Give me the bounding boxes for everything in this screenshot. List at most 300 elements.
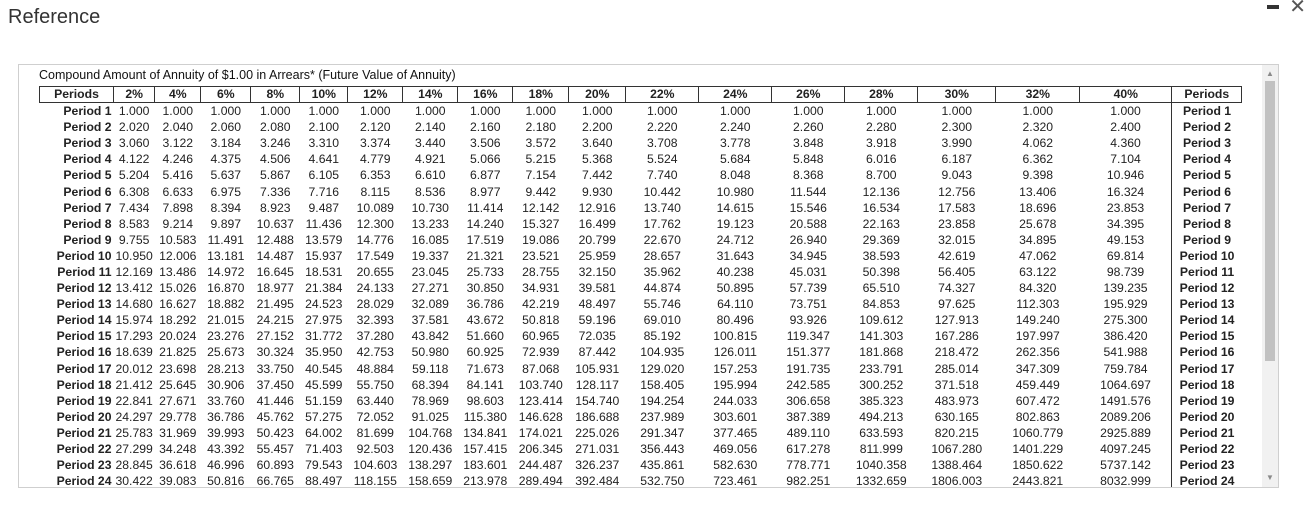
table-cell: 22.163 <box>862 216 900 231</box>
table-cell: 11.491 <box>207 232 244 247</box>
table-cell: 9.214 <box>162 216 194 231</box>
table-cell: 92.503 <box>356 442 394 457</box>
table-cell: 127.913 <box>934 313 979 328</box>
table-cell: 9.930 <box>582 184 613 199</box>
table-cell: 6.633 <box>162 184 194 199</box>
table-cell: 186.688 <box>575 409 620 424</box>
table-cell: 44.874 <box>643 281 681 296</box>
table-cell: 12.006 <box>159 248 197 263</box>
table-cell: 36.786 <box>466 297 504 312</box>
row-label: Period 11 <box>57 264 112 279</box>
table-cell: 42.619 <box>938 248 976 263</box>
table-cell: 151.377 <box>786 345 831 360</box>
table-cell: 28.213 <box>207 361 245 376</box>
table-cell: 285.014 <box>934 361 979 376</box>
table-caption: Compound Amount of Annuity of $1.00 in Arrears* (Future Value of Annuity) <box>39 68 456 82</box>
row-label-right: Period 12 <box>1172 280 1242 296</box>
table-cell: 6.975 <box>210 184 242 199</box>
table-cell: 104.935 <box>640 345 685 360</box>
row-label: Period 9 <box>63 232 112 247</box>
table-cell: 386.420 <box>1103 329 1148 344</box>
table-cell: 1.000 <box>866 104 897 119</box>
table-cell: 7.154 <box>525 168 557 183</box>
table-cell: 87.442 <box>578 345 616 360</box>
table-cell: 158.659 <box>408 474 453 487</box>
table-cell: 2.240 <box>720 120 751 135</box>
table-cell: 91.025 <box>411 409 449 424</box>
row-label-right: Period 21 <box>1172 425 1242 441</box>
table-cell: 1.000 <box>118 104 150 119</box>
window-controls <box>1267 0 1310 18</box>
row-label: Period 24 <box>56 474 112 487</box>
table-cell: 1806.003 <box>931 474 983 487</box>
table-cell: 51.660 <box>466 329 504 344</box>
table-cell: 20.799 <box>578 232 616 247</box>
header-rate: 4% <box>155 87 201 103</box>
table-cell: 120.436 <box>408 442 453 457</box>
table-cell: 6.353 <box>360 168 391 183</box>
table-cell: 105.931 <box>575 361 620 376</box>
table-cell: 6.610 <box>415 168 446 183</box>
table-cell: 4.062 <box>1022 136 1054 151</box>
scroll-down-icon[interactable]: ▼ <box>1266 473 1274 482</box>
table-cell: 2.180 <box>525 120 557 135</box>
table-cell: 48.884 <box>356 361 394 376</box>
table-cell: 14.487 <box>256 248 294 263</box>
table-cell: 60.925 <box>466 345 504 360</box>
table-cell: 109.612 <box>859 313 904 328</box>
row-label-right: Period 1 <box>1172 103 1242 120</box>
table-cell: 8.977 <box>470 184 501 199</box>
table-cell: 84.320 <box>1019 281 1057 296</box>
table-cell: 63.440 <box>356 393 394 408</box>
table-cell: 25.783 <box>115 425 153 440</box>
table-cell: 20.588 <box>789 216 827 231</box>
vertical-scrollbar[interactable] <box>1262 65 1278 487</box>
table-cell: 55.457 <box>256 442 294 457</box>
header-rate: 6% <box>201 87 251 103</box>
table-cell: 15.327 <box>522 216 560 231</box>
table-cell: 123.414 <box>518 393 563 408</box>
close-icon[interactable]: ✕ <box>1289 0 1306 18</box>
table-cell: 26.940 <box>789 232 827 247</box>
table-cell: 73.751 <box>789 297 827 312</box>
table-cell: 36.618 <box>159 458 197 473</box>
table-cell: 4.122 <box>118 152 150 167</box>
table-cell: 13.181 <box>207 248 245 263</box>
table-cell: 16.085 <box>411 232 449 247</box>
table-cell: 85.192 <box>643 329 681 344</box>
table-cell: 16.499 <box>578 216 616 231</box>
table-cell: 139.235 <box>1103 281 1148 296</box>
row-label-right: Period 22 <box>1172 441 1242 457</box>
table-cell: 1.000 <box>793 104 824 119</box>
table-cell: 167.286 <box>934 329 979 344</box>
table-cell: 2.160 <box>470 120 501 135</box>
table-cell: 12.169 <box>115 264 153 279</box>
table-cell: 13.233 <box>411 216 449 231</box>
table-cell: 4.921 <box>415 152 446 167</box>
table-cell: 34.945 <box>789 248 827 263</box>
table-cell: 3.374 <box>360 136 391 151</box>
table-cell: 14.615 <box>716 200 754 215</box>
table-cell: 5.066 <box>470 152 501 167</box>
table-cell: 11.414 <box>467 200 504 215</box>
table-cell: 8.700 <box>866 168 897 183</box>
table-cell: 98.739 <box>1106 264 1145 279</box>
row-label: Period 4 <box>63 152 112 167</box>
table-cell: 1.000 <box>210 104 242 119</box>
table-cell: 18.531 <box>305 264 343 279</box>
table-cell: 128.117 <box>575 377 619 392</box>
scroll-area[interactable] <box>19 65 1262 487</box>
table-cell: 41.446 <box>256 393 294 408</box>
table-cell: 4.506 <box>260 152 291 167</box>
table-cell: 27.671 <box>159 393 197 408</box>
table-cell: 78.969 <box>411 393 449 408</box>
table-row <box>40 119 1242 135</box>
row-label: Period 6 <box>63 184 112 199</box>
row-label: Period 12 <box>56 281 112 296</box>
table-cell: 71.403 <box>305 442 343 457</box>
table-cell: 50.398 <box>862 264 900 279</box>
header-rate: 2% <box>114 87 155 103</box>
table-cell: 195.994 <box>713 377 758 392</box>
table-cell: 59.118 <box>412 361 449 376</box>
table-cell: 35.962 <box>643 264 681 279</box>
table-cell: 195.929 <box>1103 297 1148 312</box>
table-cell: 1.000 <box>525 104 557 119</box>
row-label: Period 8 <box>63 216 112 231</box>
row-label-right: Period 9 <box>1172 232 1242 248</box>
table-cell: 158.405 <box>640 377 685 392</box>
table-cell: 18.292 <box>159 313 197 328</box>
row-label: Period 21 <box>56 425 112 440</box>
table-row <box>40 296 1242 312</box>
table-cell: 1.000 <box>1022 104 1054 119</box>
table-cell: 6.877 <box>470 168 501 183</box>
table-cell: 8.115 <box>360 184 391 199</box>
table-row <box>40 183 1242 199</box>
table-cell: 2.400 <box>1110 120 1141 135</box>
table-cell: 12.916 <box>578 200 616 215</box>
table-cell: 1.000 <box>470 104 501 119</box>
table-cell: 39.993 <box>207 425 245 440</box>
header-rate: 14% <box>403 87 458 103</box>
table-cell: 2.300 <box>941 120 973 135</box>
row-label-right: Period 2 <box>1172 119 1242 135</box>
table-cell: 43.842 <box>411 329 449 344</box>
table-cell: 11.544 <box>790 184 827 199</box>
table-cell: 191.735 <box>786 361 831 376</box>
table-row <box>40 232 1242 248</box>
table-cell: 30.850 <box>466 281 504 296</box>
table-cell: 2.060 <box>210 120 242 135</box>
header-rate: 18% <box>513 87 569 103</box>
table-cell: 5.867 <box>260 168 291 183</box>
table-cell: 10.950 <box>115 248 153 263</box>
table-cell: 42.219 <box>522 297 560 312</box>
table-cell: 88.497 <box>305 474 343 487</box>
row-label-right: Period 20 <box>1172 409 1242 425</box>
table-cell: 32.089 <box>411 297 449 312</box>
row-label: Period 23 <box>56 458 112 473</box>
row-label: Period 18 <box>56 377 112 392</box>
header-rate: 20% <box>569 87 626 103</box>
table-cell: 47.062 <box>1019 248 1057 263</box>
table-cell: 80.496 <box>716 313 754 328</box>
table-cell: 532.750 <box>640 474 685 487</box>
table-row <box>40 393 1242 409</box>
table-cell: 138.297 <box>408 458 453 473</box>
table-cell: 233.791 <box>859 361 904 376</box>
table-cell: 21.015 <box>207 313 245 328</box>
table-cell: 377.465 <box>713 425 758 440</box>
table-cell: 84.141 <box>466 377 504 392</box>
table-cell: 5.215 <box>525 152 557 167</box>
table-cell: 51.159 <box>305 393 343 408</box>
table-cell: 1.000 <box>415 104 446 119</box>
table-cell: 126.011 <box>713 345 757 360</box>
table-cell: 306.658 <box>786 393 831 408</box>
table-cell: 1.000 <box>308 104 340 119</box>
table-cell: 24.133 <box>356 281 394 296</box>
header-rate: 12% <box>348 87 403 103</box>
header-rate: 8% <box>251 87 300 103</box>
table-cell: 15.026 <box>159 281 197 296</box>
table-cell: 4.779 <box>360 152 391 167</box>
table-cell: 1.000 <box>260 104 291 119</box>
table-row <box>40 425 1242 441</box>
header-rate: 24% <box>699 87 772 103</box>
table-cell: 97.625 <box>938 297 976 312</box>
table-cell: 174.021 <box>518 425 563 440</box>
table-cell: 3.848 <box>793 136 824 151</box>
table-cell: 4.641 <box>308 152 340 167</box>
table-cell: 4097.245 <box>1100 442 1151 457</box>
table-cell: 42.753 <box>356 345 394 360</box>
table-cell: 392.484 <box>575 474 620 487</box>
table-cell: 16.627 <box>159 297 197 312</box>
table-cell: 181.868 <box>859 345 904 360</box>
table-cell: 84.853 <box>862 297 900 312</box>
table-cell: 1.000 <box>647 104 678 119</box>
table-cell: 206.345 <box>518 442 563 457</box>
row-label: Period 1 <box>63 104 112 119</box>
table-cell: 12.136 <box>862 184 900 199</box>
table-cell: 8.536 <box>415 184 446 199</box>
table-cell: 50.895 <box>716 281 754 296</box>
table-cell: 23.276 <box>207 329 245 344</box>
table-cell: 14.972 <box>207 264 245 279</box>
table-cell: 347.309 <box>1015 361 1060 376</box>
table-cell: 1040.358 <box>855 458 907 473</box>
table-cell: 244.033 <box>713 393 758 408</box>
table-cell: 72.035 <box>578 329 616 344</box>
table-cell: 14.680 <box>115 297 153 312</box>
table-cell: 71.673 <box>466 361 504 376</box>
table-cell: 30.422 <box>115 474 153 487</box>
table-cell: 23.698 <box>159 361 197 376</box>
table-cell: 12.142 <box>522 200 560 215</box>
table-cell: 9.897 <box>210 216 242 231</box>
header-rate: 32% <box>996 87 1080 103</box>
table-cell: 36.786 <box>207 409 245 424</box>
table-cell: 5.684 <box>720 152 751 167</box>
table-cell: 4.375 <box>210 152 242 167</box>
table-cell: 23.521 <box>522 248 560 263</box>
table-cell: 225.026 <box>575 425 620 440</box>
table-cell: 262.356 <box>1015 345 1060 360</box>
header-periods: Periods <box>40 87 114 103</box>
table-row <box>40 361 1242 377</box>
table-cell: 5.637 <box>210 168 242 183</box>
table-cell: 469.056 <box>713 442 758 457</box>
row-label-right: Period 4 <box>1172 151 1242 167</box>
table-cell: 630.165 <box>934 409 979 424</box>
table-cell: 14.240 <box>466 216 504 231</box>
table-cell: 24.712 <box>716 232 754 247</box>
table-cell: 87.068 <box>522 361 560 376</box>
table-cell: 28.029 <box>356 297 394 312</box>
table-cell: 11.436 <box>305 216 342 231</box>
table-cell: 300.252 <box>859 377 904 392</box>
table-cell: 7.898 <box>162 200 194 215</box>
row-label-right: Period 11 <box>1172 264 1242 280</box>
table-cell: 28.845 <box>115 458 153 473</box>
table-cell: 2925.889 <box>1100 425 1151 440</box>
table-row <box>40 312 1242 328</box>
table-cell: 23.853 <box>1106 200 1145 215</box>
table-cell: 3.246 <box>260 136 291 151</box>
table-cell: 21.384 <box>305 281 343 296</box>
table-cell: 2.320 <box>1022 120 1054 135</box>
table-cell: 8032.999 <box>1100 474 1151 487</box>
row-label-right: Period 8 <box>1172 216 1242 232</box>
table-cell: 16.645 <box>256 264 294 279</box>
table-cell: 64.002 <box>305 425 343 440</box>
page-title: Reference <box>8 6 101 28</box>
table-cell: 3.990 <box>941 136 973 151</box>
table-cell: 7.434 <box>118 200 150 215</box>
table-cell: 1.000 <box>582 104 613 119</box>
row-label: Period 14 <box>56 313 112 328</box>
table-cell: 32.015 <box>938 232 976 247</box>
row-label-right: Period 3 <box>1172 135 1242 151</box>
table-cell: 3.440 <box>415 136 446 151</box>
table-cell: 23.858 <box>938 216 976 231</box>
table-cell: 118.155 <box>353 474 397 487</box>
table-row <box>40 473 1242 487</box>
table-cell: 32.150 <box>578 264 616 279</box>
table-cell: 2.200 <box>582 120 613 135</box>
table-cell: 17.583 <box>938 200 976 215</box>
table-cell: 25.733 <box>466 264 504 279</box>
table-row <box>40 151 1242 167</box>
table-cell: 982.251 <box>786 474 831 487</box>
table-cell: 141.303 <box>859 329 904 344</box>
table-cell: 60.893 <box>256 458 294 473</box>
table-row <box>40 441 1242 457</box>
table-cell: 31.969 <box>159 425 197 440</box>
row-label-right: Period 19 <box>1172 393 1242 409</box>
row-label: Period 13 <box>56 297 112 312</box>
table-cell: 39.083 <box>159 474 197 487</box>
table-cell: 18.639 <box>115 345 153 360</box>
table-cell: 759.784 <box>1103 361 1148 376</box>
table-cell: 617.278 <box>786 442 831 457</box>
table-row <box>40 135 1242 151</box>
table-cell: 633.593 <box>859 425 904 440</box>
table-cell: 13.486 <box>159 264 197 279</box>
table-cell: 7.442 <box>582 168 613 183</box>
table-cell: 8.583 <box>118 216 150 231</box>
minimize-icon[interactable] <box>1267 5 1279 9</box>
table-cell: 8.048 <box>720 168 751 183</box>
table-cell: 50.818 <box>522 313 560 328</box>
table-cell: 3.640 <box>582 136 613 151</box>
table-cell: 10.980 <box>716 184 754 199</box>
table-cell: 33.760 <box>207 393 245 408</box>
header-rate: 22% <box>626 87 699 103</box>
scroll-up-icon[interactable]: ▲ <box>1266 69 1274 78</box>
table-cell: 64.110 <box>717 297 754 312</box>
table-cell: 194.254 <box>640 393 685 408</box>
table-cell: 40.238 <box>716 264 754 279</box>
table-cell: 7.740 <box>647 168 678 183</box>
table-cell: 27.271 <box>411 281 449 296</box>
table-cell: 371.518 <box>934 377 979 392</box>
table-cell: 213.978 <box>463 474 508 487</box>
table-cell: 17.519 <box>466 232 504 247</box>
table-cell: 5.368 <box>582 152 613 167</box>
table-cell: 134.841 <box>463 425 508 440</box>
row-label-right: Period 23 <box>1172 457 1242 473</box>
table-cell: 14.776 <box>356 232 394 247</box>
table-cell: 13.406 <box>1019 184 1057 199</box>
table-cell: 237.989 <box>640 409 685 424</box>
row-label: Period 22 <box>56 442 112 457</box>
table-cell: 435.861 <box>640 458 685 473</box>
table-cell: 66.765 <box>256 474 294 487</box>
row-label-right: Period 5 <box>1172 167 1242 183</box>
table-cell: 22.670 <box>643 232 681 247</box>
table-cell: 69.010 <box>643 313 681 328</box>
table-cell: 104.603 <box>353 458 398 473</box>
table-cell: 146.628 <box>518 409 563 424</box>
table-row <box>40 167 1242 183</box>
table-cell: 12.300 <box>356 216 394 231</box>
table-cell: 28.657 <box>643 248 681 263</box>
table-cell: 18.882 <box>207 297 245 312</box>
table-cell: 29.778 <box>159 409 197 424</box>
table-cell: 32.393 <box>356 313 394 328</box>
table-cell: 541.988 <box>1103 345 1148 360</box>
table-cell: 723.461 <box>713 474 758 487</box>
annuity-table <box>39 86 1242 487</box>
table-cell: 13.579 <box>305 232 343 247</box>
table-cell: 23.045 <box>411 264 449 279</box>
scrollbar-thumb[interactable] <box>1265 81 1275 361</box>
table-cell: 10.730 <box>411 200 449 215</box>
table-cell: 6.362 <box>1022 152 1054 167</box>
row-label-right: Period 7 <box>1172 200 1242 216</box>
row-label: Period 3 <box>63 136 112 151</box>
table-cell: 2.080 <box>260 120 291 135</box>
header-rate: 28% <box>845 87 918 103</box>
table-cell: 27.152 <box>256 329 294 344</box>
table-cell: 19.086 <box>522 232 560 247</box>
